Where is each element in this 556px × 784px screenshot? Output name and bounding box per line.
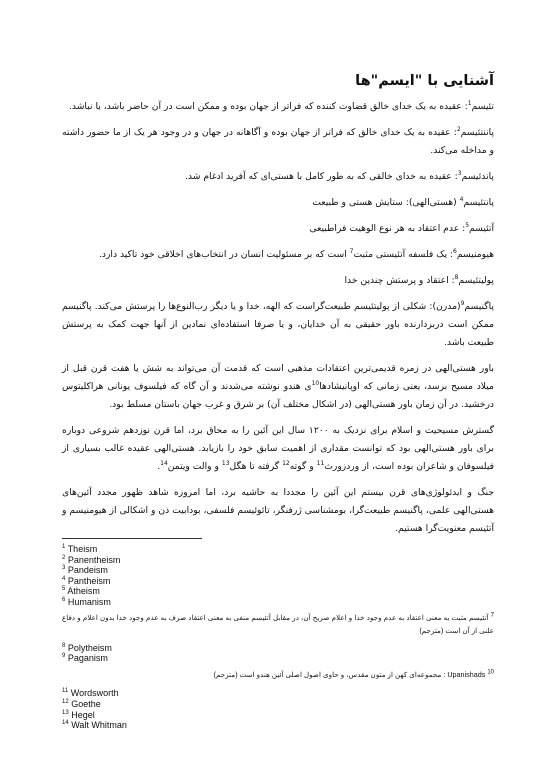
footnote-ref[interactable]: 13 bbox=[221, 459, 230, 467]
footnote-item: $^{13}$ Hegel bbox=[62, 709, 95, 720]
paragraph-theism: تئیسم$^1$: عقیده به یک خدای خالق قضاوت کننده که فراتر از جهان بوده و ممکن است در آن حاضر باشد، یا نباشد. bbox=[68, 99, 494, 112]
footnote-ref[interactable]: 6 bbox=[453, 247, 457, 255]
body-text bbox=[62, 98, 494, 546]
footnote-item: $^{12}$ Goethe bbox=[62, 698, 101, 709]
footnote-ref[interactable]: 10 bbox=[311, 379, 320, 387]
paragraph-polytheism: پولیتئیسم$^8$: اعتقاد و پرستش چندین خدا bbox=[344, 273, 494, 286]
footnote-ref[interactable]: 14 bbox=[160, 459, 168, 467]
footnote-ref[interactable]: 12 bbox=[282, 459, 290, 467]
paragraph-pantheism: پانتئیسم$^4$ (هستی‌الهی): ستایش هستی و طبیعت bbox=[312, 195, 494, 208]
paragraph-history: باور هستی‌الهی در زمره قدیمی‌ترین اعتقادات مذهبی است که قدمت آن می‌تواند به شش یا هفت قرن قبل از میلاد مسیح برسد، یعنی زمانی که اوپانیشادها$^{10}$ی هندو نوشته می‌شدند و آن گاه که فیلسوف یونانی هراکلیتوس درخشید. در آن زمان باور هستی‌الهی (در اشکال مختلف آن) بر شرق و غرب جهان باستان مسلط بود. bbox=[62, 363, 494, 410]
footnote-ref[interactable]: 2 bbox=[456, 125, 461, 133]
footnote-item: $^3$ Pandeism bbox=[62, 565, 108, 576]
paragraph-pandeism: پاندئیسم$^3$: عقیده به خدای خالقی که به طور کامل با هستی‌ای که آفرید ادغام شد. bbox=[184, 169, 494, 182]
footnote-ref[interactable]: 1 bbox=[467, 99, 472, 107]
footnotes bbox=[62, 544, 494, 731]
footnote-item: $^6$ Humanism bbox=[62, 596, 111, 607]
footnote-ref[interactable]: 7 bbox=[349, 247, 354, 255]
footnote-ref[interactable]: 4 bbox=[459, 195, 464, 203]
footnote-item: $^1$ Theism bbox=[62, 544, 98, 554]
paragraph-atheism: آتئیسم$^5$: عدم اعتقاد به هر نوع الوهیت فراطبیعی bbox=[309, 221, 494, 234]
footnote-separator bbox=[62, 538, 202, 539]
paragraph-paganism: پاگنیسم$^9$(مدرن): شکلی از پولیتئیسم طبیعت‌گراست که الهه، خدا و یا دیگر رب‌النوع‌ها را پرستش می‌کند. پاگنیسم ممکن است دربردارنده باور حقیقی به آن خدایان، و یا صرفا استفاده‌ای نمادین از آنها جهت کمک به پرستش طبیعت باشد. bbox=[62, 299, 494, 348]
footnote-item-translator: : مجموعه‌ای کهن از متون مقدس، و حاوی اصول اصلی آئین هندو است (مترجم) Upanishads $^{10}$ bbox=[213, 669, 494, 679]
page-title: آشنایی با "ایسم"ها bbox=[355, 73, 494, 89]
footnote-ref[interactable]: 8 bbox=[454, 273, 459, 281]
paragraph-revival: گسترش مسیحیت و اسلام برای نزدیک به ۱۲۰۰ سال این آئین را به محاق برد، اما قرن نوزدهم شروعی دوباره برای باور هستی‌الهی بود که توانست مقداری از اهمیت سابق خود را بازیابد. هستی‌الهی عقیده غالب بسیاری از فیلسوفان و شاعران بوده است، از وردزورث$^{11}$ و گوته$^{12}$ گرفته تا هگل$^{13}$ و والت ویتمن$^{14}$. bbox=[62, 425, 494, 472]
footnote-ref[interactable]: 3 bbox=[457, 169, 462, 177]
footnote-item: $^{14}$ Walt Whitman bbox=[62, 720, 127, 731]
footnote-item: $^{11}$ Wordsworth bbox=[62, 688, 119, 699]
paragraph-modern: جنگ و ایدئولوژی‌های قرن بیستم این آئین را مجددا به حاشیه برد، اما امروزه شاهد ظهور مجدد آئین‌های هستی‌الهی علمی، پاگنیسم طبیعت‌گرا، بومشناسی ژرفنگر، تائوئیسم فلسفی، بودابیت ذن و اشکالی از هیومنیسم و آتئیسم معنویت‌گرا هستیم. bbox=[62, 487, 494, 534]
footnote-item: $^9$ Paganism bbox=[62, 653, 108, 664]
paragraph-humanism: هیومنیسم$^6$: یک فلسفه آتئیستی مثبت$^7$ است که بر مسئولیت انسان در انتخاب‌های اخلاقی خود تاکید دارد. bbox=[98, 247, 494, 260]
footnote-ref[interactable]: 9 bbox=[460, 299, 465, 307]
footnote-item: $^8$ Polytheism bbox=[62, 642, 112, 653]
footnote-item: $^4$ Pantheism bbox=[62, 575, 111, 586]
footnote-item: $^5$ Atheism bbox=[62, 586, 100, 597]
paragraph-panentheism: پاننتئیسم$^2$: عقیده به یک خدای خالق که فراتر از جهان بوده و آگاهانه در جهان و در وجود هر یک از ما حضور داشته و مداخله می‌کند. bbox=[62, 125, 494, 156]
footnote-ref[interactable]: 11 bbox=[316, 459, 325, 467]
footnote-item-translator: $^7$ آتئیسم مثبت به معنی اعتقاد به عدم وجود خدا و اعلام صریح آن، در مقابل آتئیسم منفی به معنی اعتقاد صرف به عدم وجود خدا بدون اعلام و دفاع علنی از آن است (مترجم) bbox=[62, 612, 494, 635]
footnote-item: $^2$ Panentheism bbox=[62, 554, 121, 565]
footnote-ref[interactable]: 5 bbox=[465, 221, 470, 229]
